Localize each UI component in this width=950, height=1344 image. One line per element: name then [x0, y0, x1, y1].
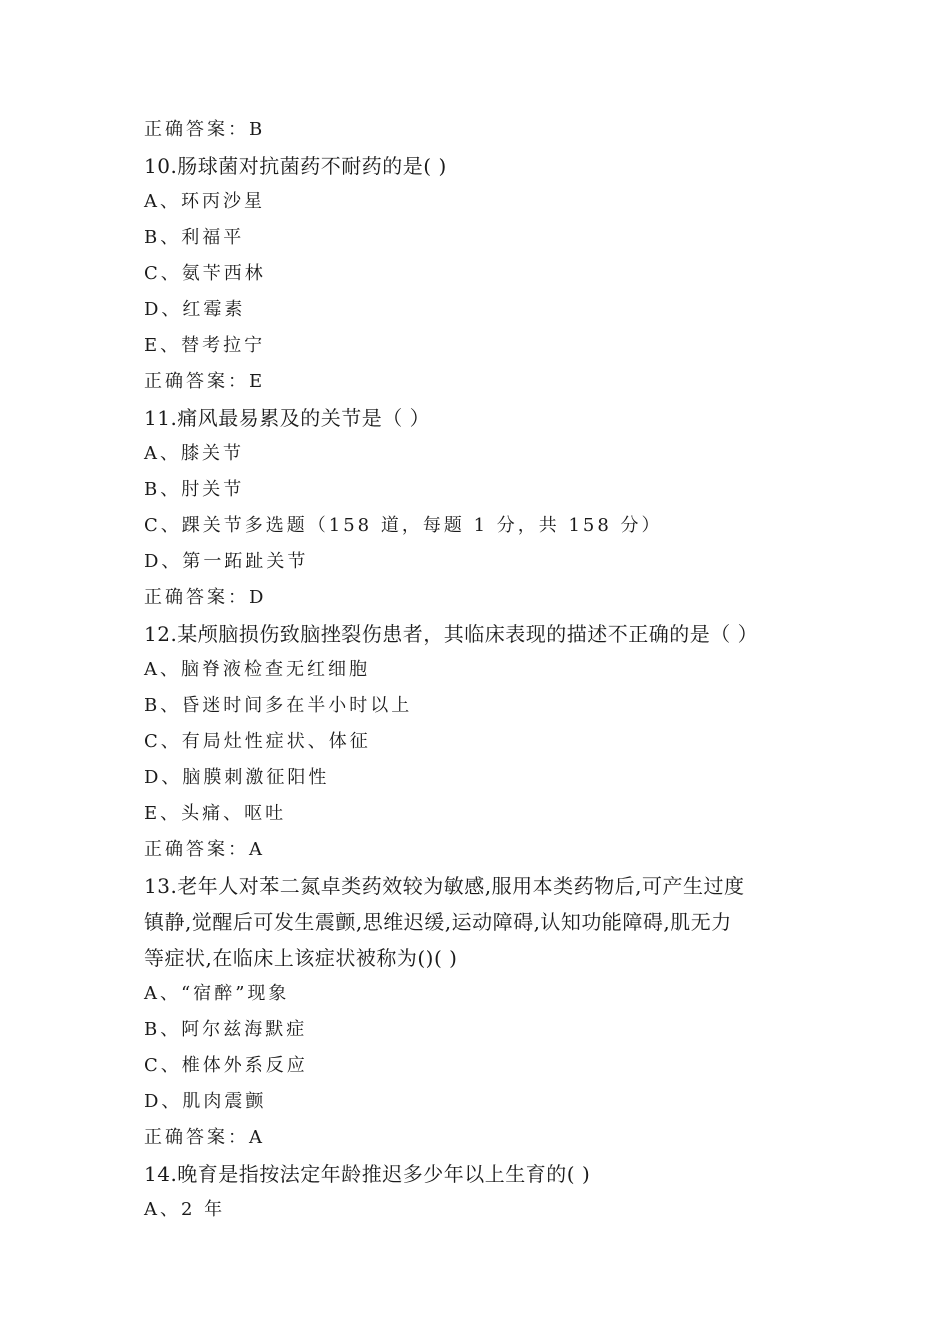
- option-b: B、利福平: [144, 227, 245, 248]
- answer-line: 正确答案：E: [144, 371, 266, 392]
- option-d: D、脑膜刺激征阳性: [144, 767, 330, 788]
- question-text: 等症状,在临床上该症状被称为()( ): [144, 946, 458, 970]
- option-a: A、“宿醉”现象: [144, 983, 290, 1004]
- option-c: C、有局灶性症状、体征: [144, 731, 371, 752]
- question-text: 12.某颅脑损伤致脑挫裂伤患者，其临床表现的描述不正确的是（ ）: [144, 622, 759, 646]
- option-a: A、脑脊液检查无红细胞: [144, 659, 370, 680]
- option-e: E、替考拉宁: [144, 335, 266, 356]
- option-c: C、踝关节多选题（158 道，每题 1 分，共 158 分）: [144, 515, 663, 536]
- option-d: D、红霉素: [144, 299, 246, 320]
- option-c: C、氨苄西林: [144, 263, 266, 284]
- question-text: 13.老年人对苯二氮卓类药效较为敏感,服用本类药物后,可产生过度: [144, 874, 745, 898]
- option-e: E、头痛、呕吐: [144, 803, 287, 824]
- question-text: 14.晚育是指按法定年龄推迟多少年以上生育的( ): [144, 1162, 591, 1186]
- answer-line: 正确答案：D: [144, 587, 267, 608]
- answer-line: 正确答案：A: [144, 1127, 265, 1148]
- option-a: A、膝关节: [144, 443, 244, 464]
- answer-line: 正确答案：A: [144, 839, 265, 860]
- option-c: C、椎体外系反应: [144, 1055, 308, 1076]
- question-text: 镇静,觉醒后可发生震颤,思维迟缓,运动障碍,认知功能障碍,肌无力: [144, 910, 732, 934]
- option-b: B、肘关节: [144, 479, 245, 500]
- question-text: 10.肠球菌对抗菌药不耐药的是( ): [144, 154, 447, 178]
- option-a: A、2 年: [144, 1199, 226, 1220]
- answer-line: 正确答案：B: [144, 119, 266, 140]
- document-body: [144, 112, 834, 1228]
- option-d: D、第一跖趾关节: [144, 551, 309, 572]
- option-a: A、环丙沙星: [144, 191, 265, 212]
- question-text: 11.痛风最易累及的关节是（ ）: [144, 406, 431, 430]
- option-d: D、肌肉震颤: [144, 1091, 267, 1112]
- option-b: B、阿尔兹海默症: [144, 1019, 308, 1040]
- option-b: B、昏迷时间多在半小时以上: [144, 695, 413, 716]
